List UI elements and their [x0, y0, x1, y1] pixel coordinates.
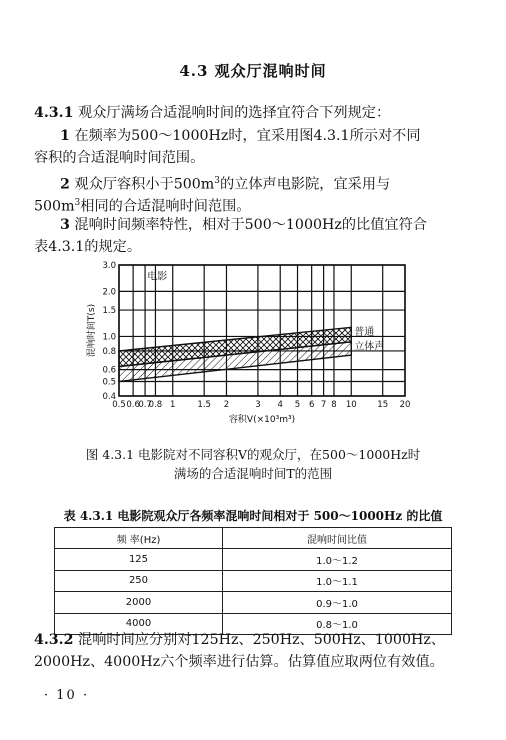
clause-4-3-2-line1 [34, 630, 445, 650]
page-number: · 10 · [44, 688, 90, 703]
x-tick-label: 4 [277, 400, 283, 410]
y-tick-label: 1.5 [102, 306, 116, 317]
table-cell: 4000 [55, 613, 223, 635]
item-number: 2 [60, 176, 70, 193]
section-title: 4.3 观众厅混响时间 [179, 62, 327, 80]
x-tick-label: 0.5 [112, 400, 126, 410]
y-tick-label: 2.0 [102, 287, 116, 298]
clause-text: 观众厅满场合适混响时间的选择宜符合下列规定： [78, 105, 391, 121]
table-cell: 2000 [55, 592, 223, 614]
x-tick-label: 5 [294, 400, 301, 410]
item-3-line1 [60, 215, 427, 235]
x-tick-label: 1.5 [197, 400, 211, 410]
item-text: 混响时间频率特性，相对于500～1000Hz的比值宜符合 [74, 217, 427, 233]
item-text: 在频率为500～1000Hz时，宜采用图4.3.1所示对不同 [74, 128, 421, 144]
item-text: 相同的合适混响时间范围。 [80, 198, 251, 215]
table-row [55, 570, 452, 592]
plot-area [102, 261, 410, 410]
table-cell: 125 [55, 549, 223, 571]
item-number: 1 [60, 128, 70, 144]
figure-caption-line1: 图 4.3.1 电影院对不同容积V的观众厅，在500～1000Hz时 [85, 447, 421, 462]
table-row [55, 592, 452, 614]
series-label-normal: 普通 [354, 327, 375, 339]
item-1-line2: 容积的合适混响时间范围。 [34, 150, 205, 166]
clause-4-3-1 [34, 103, 390, 123]
table-header: 混响时间比值 [222, 528, 451, 549]
clause-4-3-2-line2: 2000Hz、4000Hz六个频率进行估算。估算值应取两位有效值。 [34, 654, 444, 670]
item-number: 3 [60, 217, 70, 233]
x-tick-label: 10 [345, 400, 357, 410]
film-label: 电影 [147, 271, 168, 283]
item-text: 观众厅容积小于500m [74, 176, 215, 193]
table-header-row [55, 528, 452, 549]
item-3-line2: 表4.3.1的规定。 [34, 239, 142, 255]
figure-caption-line2: 满场的合适混响时间T的范围 [173, 466, 333, 481]
item-2-line2 [34, 193, 251, 217]
table-cell: 1.0～1.1 [222, 570, 451, 592]
y-tick-label: 0.5 [102, 377, 116, 388]
series-label-stereo: 立体声 [354, 341, 385, 353]
table-row [55, 549, 452, 571]
superscript: 3 [214, 176, 220, 186]
ratio-table [54, 527, 452, 635]
table-title: 表 4.3.1 电影院观众厅各频率混响时间相对于 500～1000Hz 的比值 [63, 509, 443, 523]
x-tick-label: 2 [223, 400, 230, 410]
x-tick-label: 0.6 [126, 400, 140, 410]
x-tick-label: 0.8 [148, 400, 163, 410]
clause-number: 4.3.1 [34, 105, 74, 121]
x-tick-label: 20 [399, 400, 411, 410]
item-text: 的立体声电影院，宜采用与 [219, 176, 391, 193]
x-tick-label: 6 [308, 400, 315, 410]
x-axis-label: 容积V(×10³m³) [228, 415, 296, 425]
superscript: 3 [74, 198, 81, 208]
item-2-line1 [60, 171, 390, 195]
table-cell: 250 [55, 570, 223, 592]
table-cell: 0.8～1.0 [222, 613, 451, 635]
reverberation-chart [0, 255, 506, 430]
table-cell: 1.0～1.2 [222, 549, 451, 571]
item-text: 500m [34, 198, 75, 215]
table-cell: 0.9～1.0 [222, 592, 451, 614]
y-tick-label: 0.4 [102, 392, 116, 402]
y-tick-label: 3.0 [102, 261, 116, 271]
x-tick-label: 3 [255, 400, 261, 410]
x-tick-label: 0.7 [138, 400, 152, 410]
x-tick-label: 1 [170, 400, 176, 410]
table-header: 频 率(Hz) [55, 528, 223, 549]
item-1-line1 [60, 126, 421, 146]
y-tick-label: 1.0 [102, 332, 116, 343]
clause-text: 混响时间应分别对125Hz、250Hz、500Hz、1000Hz、 [78, 632, 446, 648]
y-tick-label: 0.6 [102, 365, 116, 376]
clause-number: 4.3.2 [34, 632, 74, 648]
x-tick-label: 7 [320, 400, 327, 410]
x-tick-label: 15 [377, 400, 389, 410]
y-tick-label: 0.8 [102, 346, 116, 357]
y-axis-label: 混响时间T(s) [87, 303, 97, 358]
x-tick-label: 8 [331, 400, 337, 410]
